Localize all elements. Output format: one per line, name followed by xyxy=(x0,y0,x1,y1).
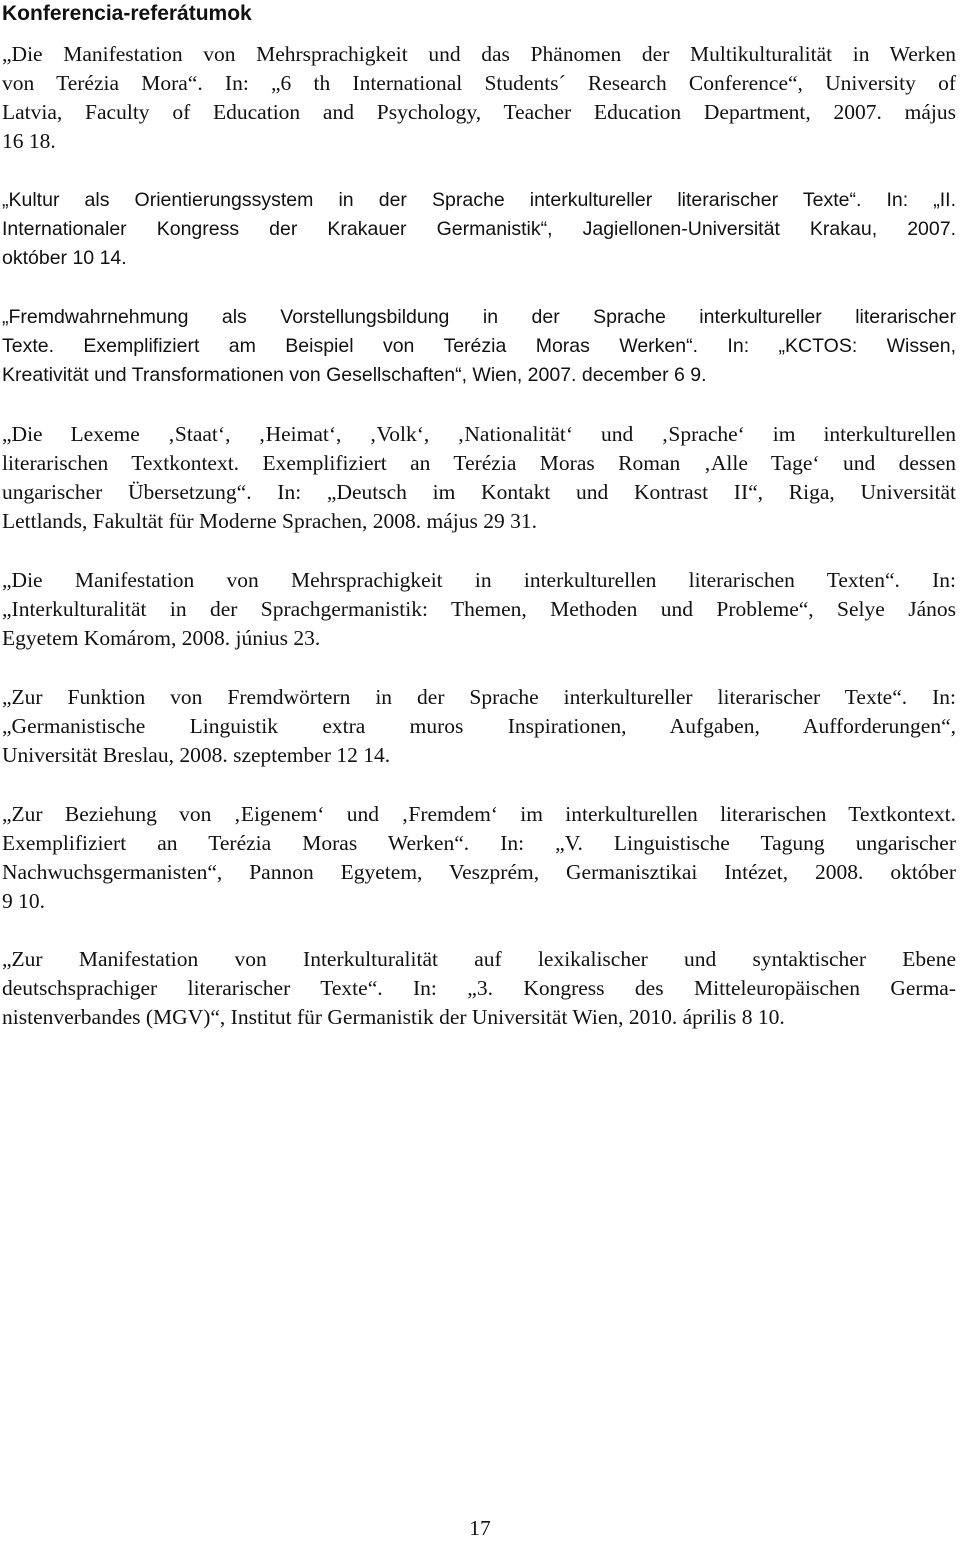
entry-line: „Fremdwahrnehmung als Vorstellungsbildung in der Sprache interkultureller literarischer xyxy=(2,306,956,328)
conference-entry-8 xyxy=(2,945,956,1032)
conference-entry-3 xyxy=(2,303,956,390)
entry-line: Universität Breslau, 2008. szeptember 12 14. xyxy=(2,743,391,767)
conference-entry-2 xyxy=(2,186,956,273)
page-number: 17 xyxy=(469,1516,491,1540)
entry-line: literarischen Textkontext. Exemplifiziert an Terézia Moras Roman ‚Alle Tage‘ und dessen xyxy=(2,451,956,475)
section-heading: Konferencia-referátumok xyxy=(2,2,252,25)
entry-line: Egyetem Komárom, 2008. június 23. xyxy=(2,626,321,650)
entry-line: Internationaler Kongress der Krakauer Germanistik“, Jagiellonen-Universität Krakau, 2007. xyxy=(2,218,956,240)
entry-line: „Die Manifestation von Mehrsprachigkeit in interkulturellen literarischen Texten“. In: xyxy=(2,568,956,592)
entry-line: Texte. Exemplifiziert am Beispiel von Terézia Moras Werken“. In: „KCTOS: Wissen, xyxy=(2,335,956,357)
entry-line: 9 10. xyxy=(2,889,45,913)
conference-entry-5 xyxy=(2,566,956,653)
entry-line: nistenverbandes (MGV)“, Institut für Germanistik der Universität Wien, 2010. április 8 10. xyxy=(2,1005,785,1029)
entry-line: deutschsprachiger literarischer Texte“. In: „3. Kongress des Mitteleuropäischen Germa- xyxy=(2,976,956,1000)
entry-line: „Kultur als Orientierungssystem in der Sprache interkultureller literarischer Texte“. In: „II. xyxy=(2,189,956,211)
conference-entry-7 xyxy=(2,800,956,916)
entry-line: „Interkulturalität in der Sprachgermanistik: Themen, Methoden und Probleme“, Selye János xyxy=(2,597,956,621)
entry-line: 16 18. xyxy=(2,129,56,153)
entry-line: Kreativität und Transformationen von Gesellschaften“, Wien, 2007. december 6 9. xyxy=(2,364,707,386)
entry-line: Exemplifiziert an Terézia Moras Werken“. In: „V. Linguistische Tagung ungarischer xyxy=(2,831,956,855)
entry-line: „Germanistische Linguistik extra muros Inspirationen, Aufgaben, Aufforderungen“, xyxy=(2,714,956,738)
entry-line: ungarischer Übersetzung“. In: „Deutsch im Kontakt und Kontrast II“, Riga, Universität xyxy=(2,480,956,504)
conference-entry-1 xyxy=(2,40,956,156)
conference-entry-4 xyxy=(2,420,956,536)
entry-line: von Terézia Mora“. In: „6 th International Students´ Research Conference“, University of xyxy=(2,71,956,95)
entry-line: Lettlands, Fakultät für Moderne Sprachen, 2008. május 29 31. xyxy=(2,509,538,533)
entry-line: „Zur Funktion von Fremdwörtern in der Sprache interkultureller literarischer Texte“. In: xyxy=(2,685,956,709)
entry-line: Latvia, Faculty of Education and Psychology, Teacher Education Department, 2007. május xyxy=(2,100,956,124)
entry-line: „Die Lexeme ‚Staat‘, ‚Heimat‘, ‚Volk‘, ‚Nationalität‘ und ‚Sprache‘ im interkulturellen xyxy=(2,422,956,446)
conference-entry-6 xyxy=(2,683,956,770)
entry-line: október 10 14. xyxy=(2,247,127,269)
entry-line: „Zur Beziehung von ‚Eigenem‘ und ‚Fremdem‘ im interkulturellen literarischen Textkontext. xyxy=(2,802,956,826)
entry-line: „Zur Manifestation von Interkulturalität auf lexikalischer und syntaktischer Ebene xyxy=(2,947,956,971)
entry-line: „Die Manifestation von Mehrsprachigkeit und das Phänomen der Multikulturalität in Werken xyxy=(2,42,956,66)
entry-line: Nachwuchsgermanisten“, Pannon Egyetem, Veszprém, Germanisztikai Intézet, 2008. október xyxy=(2,860,956,884)
